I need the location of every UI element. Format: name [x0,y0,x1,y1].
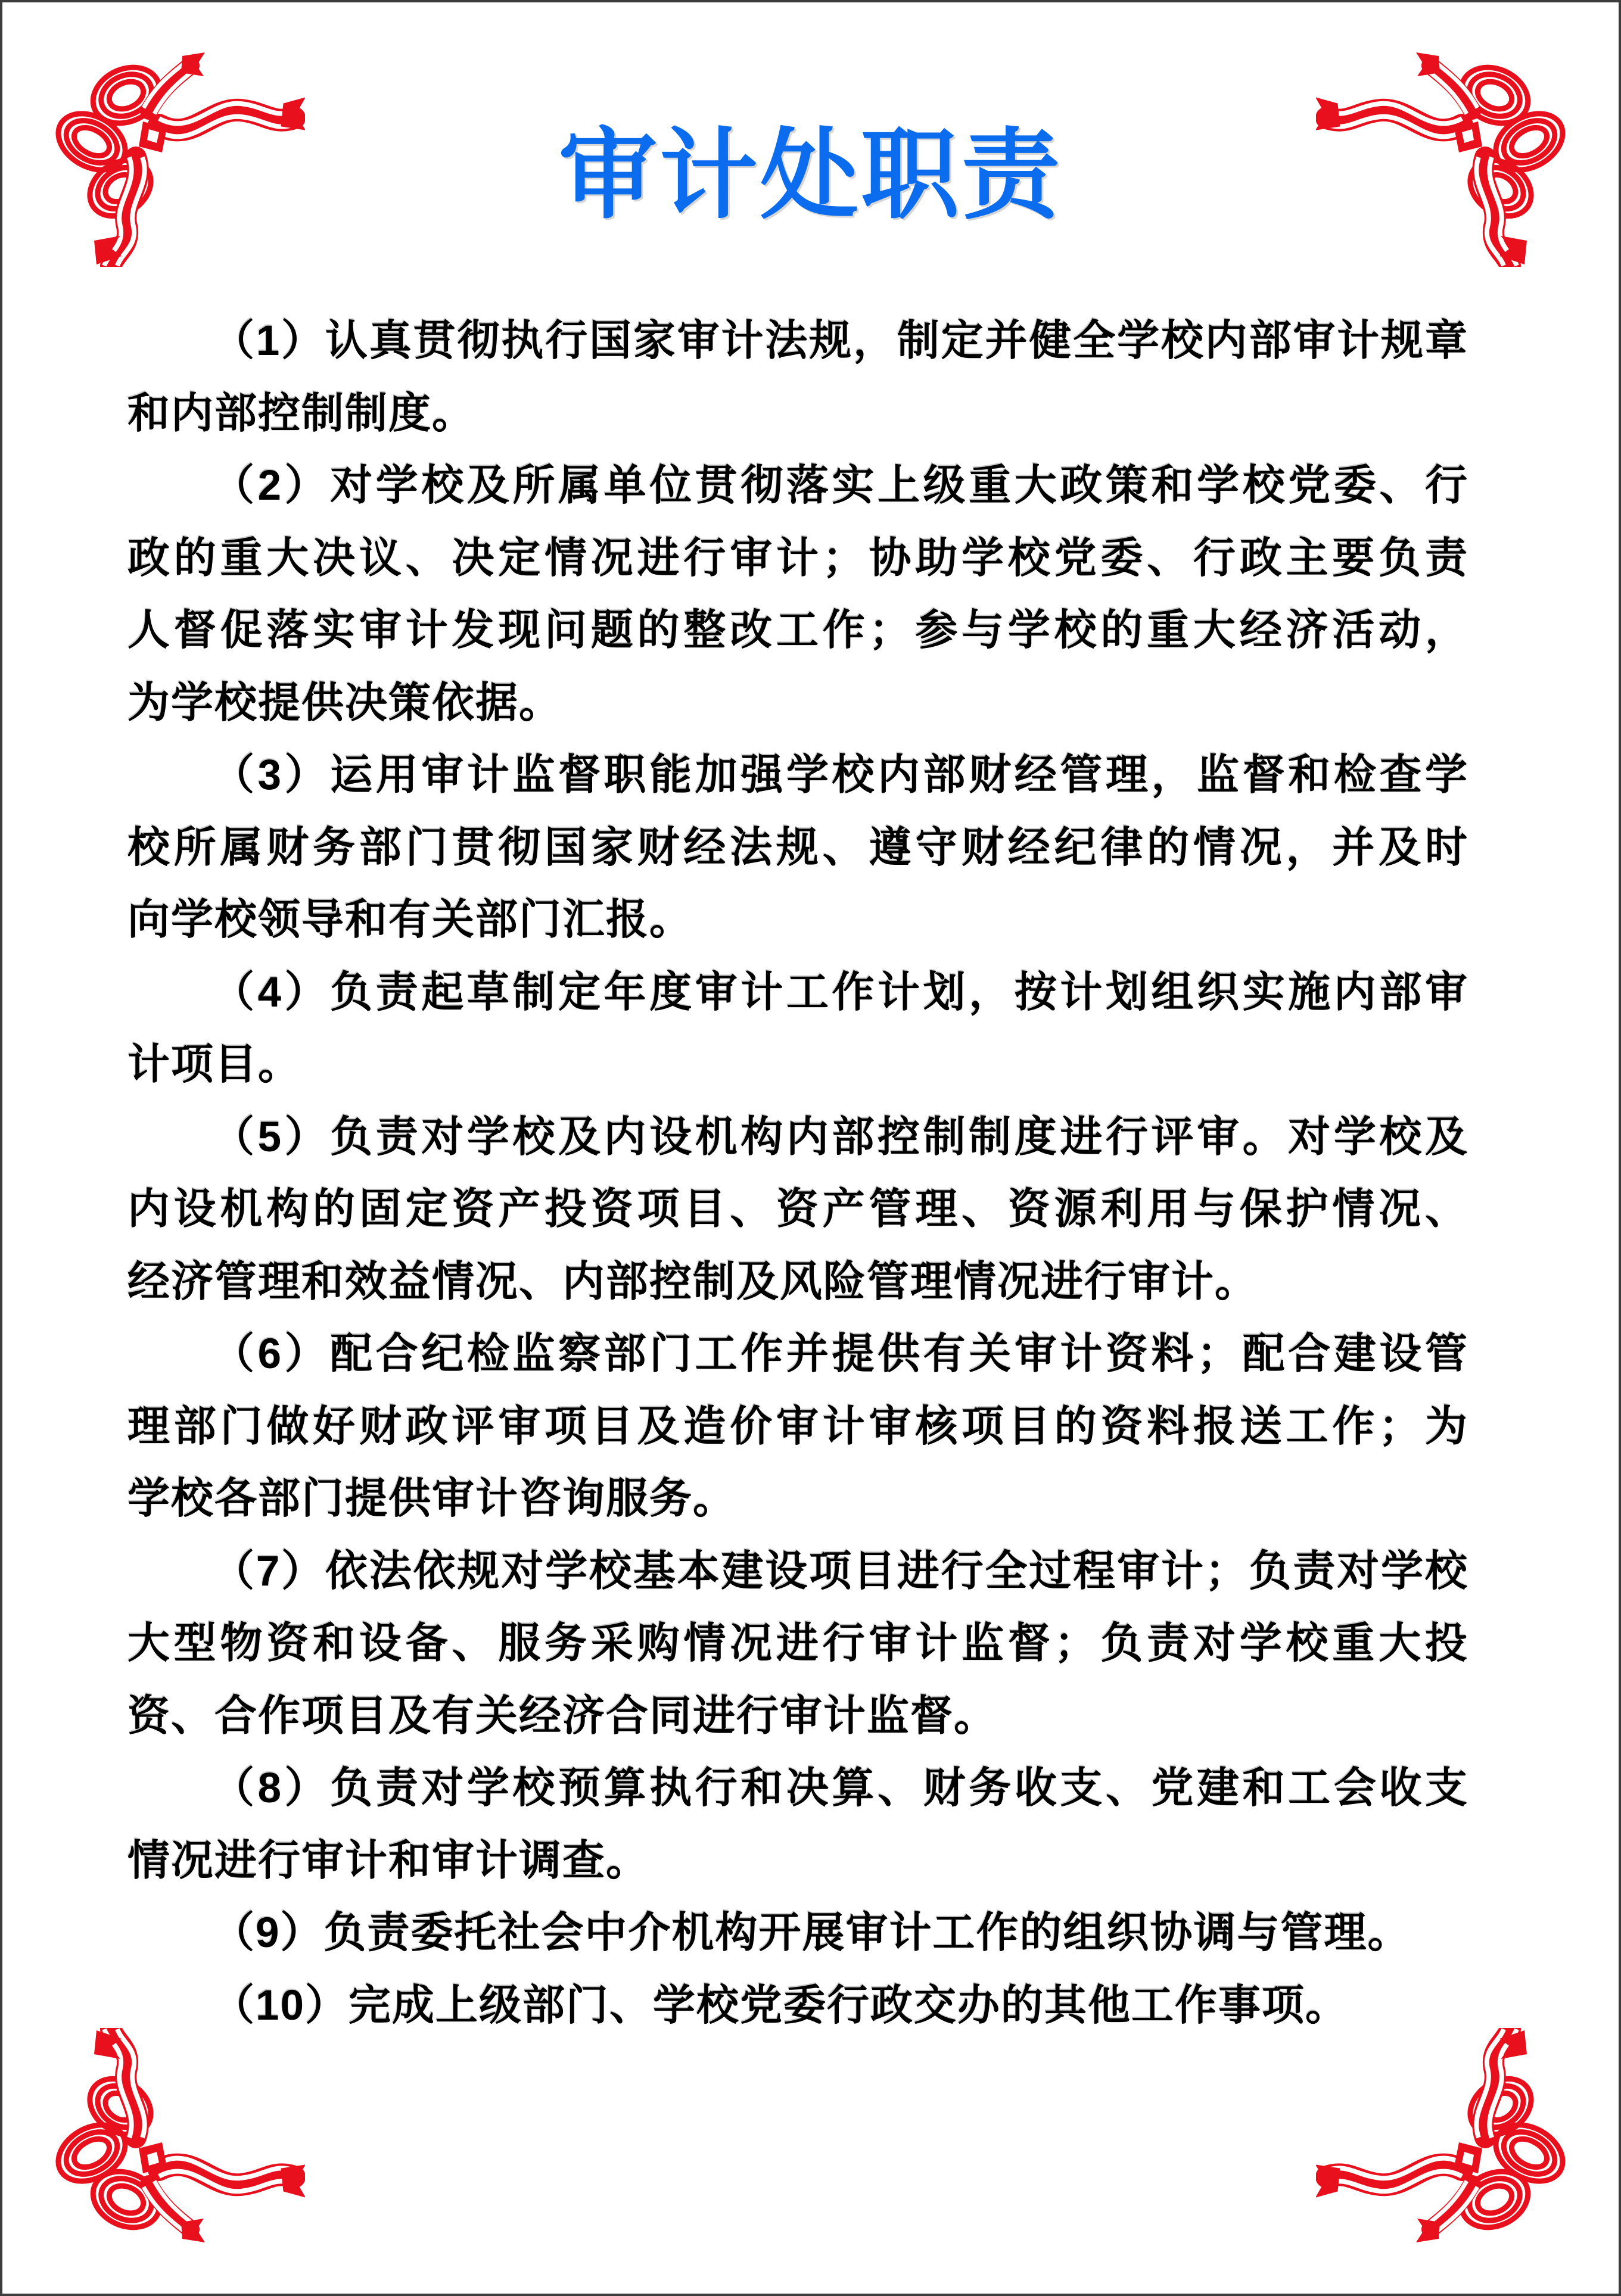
body-line: （5）负责对学校及内设机构内部控制制度进行评审。对学校及 [212,1113,1468,1161]
body-line: 校所属财务部门贯彻国家财经法规、遵守财经纪律的情况，并及时 [127,824,1468,871]
page-title: 审计处职责 [559,122,1062,230]
body-line: 政的重大决议、决定情况进行审计；协助学校党委、行政主要负责 [127,534,1468,582]
body-line: 大型物资和设备、服务采购情况进行审计监督；负责对学校重大投 [127,1620,1468,1667]
body-line: 理部门做好财政评审项目及造价审计审核项目的资料报送工作；为 [127,1403,1468,1450]
body-line: （8）负责对学校预算执行和决算、财务收支、党建和工会收支 [212,1765,1468,1812]
body-line: 和内部控制制度。 [127,390,476,437]
ribbon-bow-icon [1316,2028,1566,2242]
body-line: 向学校领导和有关部门汇报。 [127,896,693,943]
body-line: （10）完成上级部门、学校党委行政交办的其他工作事项。 [212,1982,1349,2029]
body-line: 人督促落实审计发现问题的整改工作；参与学校的重大经济活动， [127,607,1468,654]
body-line: （2）对学校及所属单位贯彻落实上级重大政策和学校党委、行 [212,462,1468,509]
body-line: 为学校提供决策依据。 [127,679,563,727]
body-line: 内设机构的固定资产投资项目、资产管理、资源利用与保护情况、 [127,1186,1468,1233]
body-line: （3）运用审计监督职能加强学校内部财经管理，监督和检查学 [212,752,1468,799]
body-line: （1）认真贯彻执行国家审计法规，制定并健全学校内部审计规章 [212,317,1468,365]
body-line: （4）负责起草制定年度审计工作计划，按计划组织实施内部审 [212,968,1468,1016]
body-line: 情况进行审计和审计调查。 [127,1837,650,1884]
body-line: 资、合作项目及有关经济合同进行审计监督。 [127,1692,998,1740]
body-line: 经济管理和效益情况、内部控制及风险管理情况进行审计。 [127,1258,1259,1306]
ribbon-bow-icon [55,2028,305,2242]
body-line: （6）配合纪检监察部门工作并提供有关审计资料；配合建设管 [212,1331,1468,1378]
document-body [127,305,1468,2042]
body-line: 学校各部门提供审计咨询服务。 [127,1475,737,1522]
body-line: （7）依法依规对学校基本建设项目进行全过程审计；负责对学校 [212,1547,1468,1595]
body-line: 计项目。 [127,1041,302,1088]
body-line: （9）负责委托社会中介机构开展审计工作的组织协调与管理。 [212,1909,1411,1957]
